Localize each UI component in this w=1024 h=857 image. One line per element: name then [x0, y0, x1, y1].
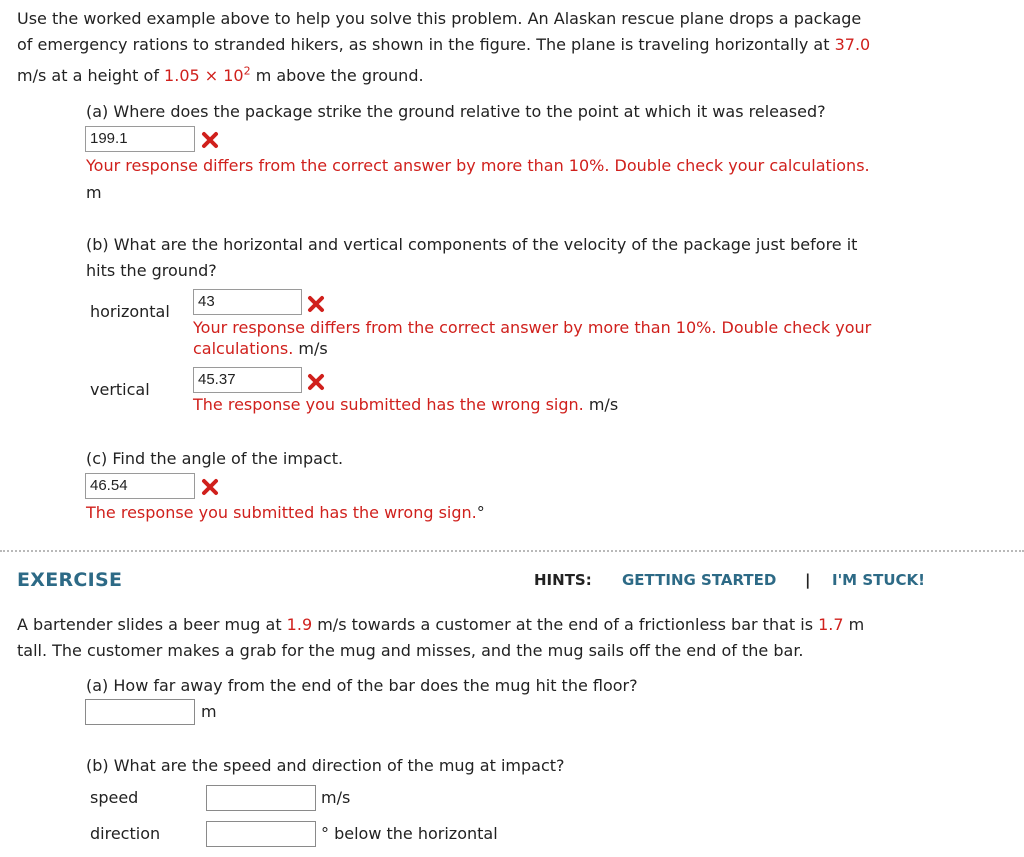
part-b-question-line-1: (b) What are the horizontal and vertical components of the velocity of the package just before it — [86, 235, 858, 254]
vertical-feedback-text: The response you submitted has the wrong sign. — [193, 395, 584, 414]
degree-unit: ° — [476, 503, 485, 522]
speed-input[interactable] — [206, 785, 316, 811]
exercise-text: A bartender slides a beer mug at — [17, 615, 287, 634]
incorrect-x-icon — [307, 295, 325, 313]
direction-unit: ° below the horizontal — [321, 824, 498, 843]
vertical-answer-input[interactable]: 45.37 — [193, 367, 302, 393]
part-a-unit: m — [86, 183, 102, 202]
exercise-part-a-question: (a) How far away from the end of the bar does the mug hit the floor? — [86, 676, 638, 695]
exercise-part-a-input[interactable] — [85, 699, 195, 725]
dotted-divider — [0, 550, 1024, 552]
height-value — [164, 66, 251, 85]
part-c-feedback — [86, 500, 485, 526]
horizontal-label: horizontal — [90, 302, 170, 321]
intro-text: m above the ground. — [250, 66, 424, 85]
horizontal-unit: m/s — [298, 339, 328, 358]
direction-input[interactable] — [206, 821, 316, 847]
intro-line-2 — [17, 32, 870, 58]
horizontal-feedback-text: calculations. — [193, 339, 294, 358]
part-a-answer-input[interactable]: 199.1 — [85, 126, 195, 152]
intro-text: m/s at a height of — [17, 66, 165, 85]
height-exponent: 2 — [243, 64, 251, 78]
getting-started-link[interactable]: GETTING STARTED — [622, 571, 777, 589]
intro-text: of emergency rations to stranded hikers, as shown in the figure. The plane is traveling horizontally at — [17, 35, 835, 54]
part-b-question-line-2: hits the ground? — [86, 261, 217, 280]
part-c-question: (c) Find the angle of the impact. — [86, 449, 344, 468]
intro-line-3 — [17, 63, 424, 89]
exercise-title: EXERCISE — [17, 569, 123, 591]
exercise-text-line-2: tall. The customer makes a grab for the mug and misses, and the mug sails off the end of the bar. — [17, 641, 804, 660]
exercise-text: m/s towards a customer at the end of a frictionless bar that is — [312, 615, 819, 634]
exercise-text: m — [843, 615, 865, 634]
vertical-feedback — [193, 394, 618, 416]
speed-unit: m/s — [321, 788, 351, 807]
speed-label: speed — [90, 788, 139, 807]
part-c-feedback-text: The response you submitted has the wrong sign. — [86, 503, 477, 522]
plane-speed-value: 37.0 — [834, 35, 871, 54]
height-base: 1.05 × 10 — [164, 66, 244, 85]
direction-label: direction — [90, 824, 161, 843]
incorrect-x-icon — [201, 131, 219, 149]
exercise-part-b-question: (b) What are the speed and direction of the mug at impact? — [86, 756, 565, 775]
horizontal-answer-input[interactable]: 43 — [193, 289, 302, 315]
hints-label: HINTS: — [534, 571, 592, 589]
intro-line-1: Use the worked example above to help you solve this problem. An Alaskan rescue plane drops a package — [17, 9, 862, 28]
bar-height-value: 1.7 — [818, 615, 844, 634]
hint-separator: | — [805, 571, 811, 589]
part-a-question: (a) Where does the package strike the ground relative to the point at which it was released? — [86, 102, 826, 121]
incorrect-x-icon — [307, 373, 325, 391]
exercise-text-line-1 — [17, 612, 864, 638]
im-stuck-link[interactable]: I'M STUCK! — [832, 571, 926, 589]
part-a-feedback: Your response differs from the correct answer by more than 10%. Double check your calculations. — [86, 156, 870, 175]
mug-speed-value: 1.9 — [286, 615, 313, 634]
exercise-part-a-unit: m — [201, 702, 217, 721]
horizontal-feedback-line-2 — [193, 338, 328, 359]
vertical-label: vertical — [90, 380, 150, 399]
part-c-answer-input[interactable]: 46.54 — [85, 473, 195, 499]
incorrect-x-icon — [201, 478, 219, 496]
vertical-unit: m/s — [588, 395, 619, 414]
horizontal-feedback-line-1: Your response differs from the correct answer by more than 10%. Double check your — [193, 318, 872, 337]
